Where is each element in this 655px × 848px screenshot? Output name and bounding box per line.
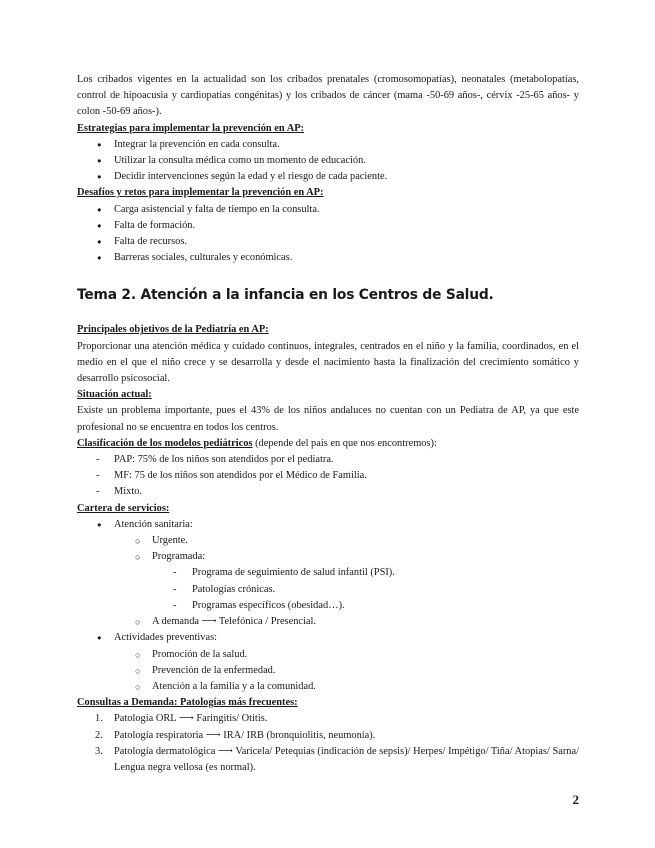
list-text: Patología respiratoria ⟶ IRA/ IRB (bronquiolitis, neumonía). [114, 729, 376, 741]
document-page [77, 72, 579, 776]
cartera-list [77, 517, 579, 695]
list-item: - MF: 75 de los niños son atendidos por el Médico de Familia. [77, 468, 579, 484]
list-item: ● Atención sanitaria: [77, 517, 579, 533]
list-item: ● Barreras sociales, culturales y económicas. [77, 250, 579, 266]
list-item: - Mixto. [77, 484, 579, 500]
situacion-paragraph: Existe un problema importante, pues el 43% de los niños andaluces no cuentan con un Pediatra de AP, ya que este profesional no se encuentra en todos los centros. [77, 405, 579, 433]
list-number: 3. [95, 745, 103, 757]
clasificacion-heading: Clasificación de los modelos pediátricos [77, 437, 253, 449]
situacion-heading: Situación actual: [77, 389, 152, 401]
list-item: ○ Promoción de la salud. [77, 647, 579, 663]
list-item: ● Utilizar la consulta médica como un momento de educación. [77, 153, 579, 169]
list-item: ● Integrar la prevención en cada consulta. [77, 137, 579, 153]
desafios-heading: Desafíos y retos para implementar la prevención en AP: [77, 187, 324, 199]
list-item: - Programa de seguimiento de salud infantil (PSI). [77, 565, 579, 581]
consultas-list [77, 711, 579, 776]
cartera-heading: Cartera de servicios: [77, 502, 170, 514]
list-item: ○ Atención a la familia y a la comunidad. [77, 679, 579, 695]
list-item: - Programas específicos (obesidad…). [77, 598, 579, 614]
list-item [77, 711, 579, 727]
list-number: 1. [95, 713, 103, 725]
list-item [77, 744, 579, 776]
list-item: ● Falta de recursos. [77, 234, 579, 250]
clasificacion-suffix: (depende del país en que nos encontremos): [252, 437, 437, 449]
section-title: Tema 2. Atención a la infancia en los Centros de Salud. [77, 287, 494, 304]
consultas-heading: Consultas a Demanda: Patologías más frecuentes: [77, 697, 298, 709]
desafios-list [77, 202, 579, 267]
list-item [77, 728, 579, 744]
list-item: ○ A demanda ⟶ Telefónica / Presencial. [77, 614, 579, 630]
list-item: ● Falta de formación. [77, 218, 579, 234]
list-item: ● Decidir intervenciones según la edad y el riesgo de cada paciente. [77, 169, 579, 185]
list-number: 2. [95, 729, 103, 741]
list-item: ● Carga asistencial y falta de tiempo en la consulta. [77, 202, 579, 218]
clasificacion-line [77, 436, 579, 452]
list-item: ● Actividades preventivas: [77, 630, 579, 646]
list-item: ○ Prevención de la enfermedad. [77, 663, 579, 679]
list-item: - Patologías crónicas. [77, 582, 579, 598]
estrategias-heading: Estrategias para implementar la prevención en AP: [77, 122, 305, 134]
objetivos-paragraph: Proporcionar una atención médica y cuidado continuos, integrales, centrados en el niño y la familia, coordinados, en el medio en el que el niño crece y se desarrolla y desde el nacimiento hasta la finalización del crecimiento somático y desarrollo psicosocial. [77, 340, 579, 385]
list-item: - PAP: 75% de los niños son atendidos por el pediatra. [77, 452, 579, 468]
page-number: 2 [572, 792, 579, 807]
list-item: ○ Urgente. [77, 533, 579, 549]
list-item: ○ Programada: [77, 549, 579, 565]
list-text: Patología ORL ⟶ Faringitis/ Otitis. [114, 713, 268, 725]
intro-paragraph: Los cribados vigentes en la actualidad son los cribados prenatales (cromosomopatías), neonatales (metabolopatías, control de hipoacusia y cardiopatías congénitas) y los cribados de cáncer (mama -50-69 años-, cérvix -25-65 años- y colon -50-69 años-). [77, 74, 579, 118]
objetivos-heading: Principales objetivos de la Pediatría en AP: [77, 324, 269, 336]
estrategias-list [77, 137, 579, 186]
clasificacion-list [77, 452, 579, 501]
list-text: Patología dermatológica ⟶ Varicela/ Petequias (indicación de sepsis)/ Herpes/ Impétigo/ Tiña/ Atopias/ Sarna/ Lengua negra vellosa (es normal). [114, 745, 579, 773]
